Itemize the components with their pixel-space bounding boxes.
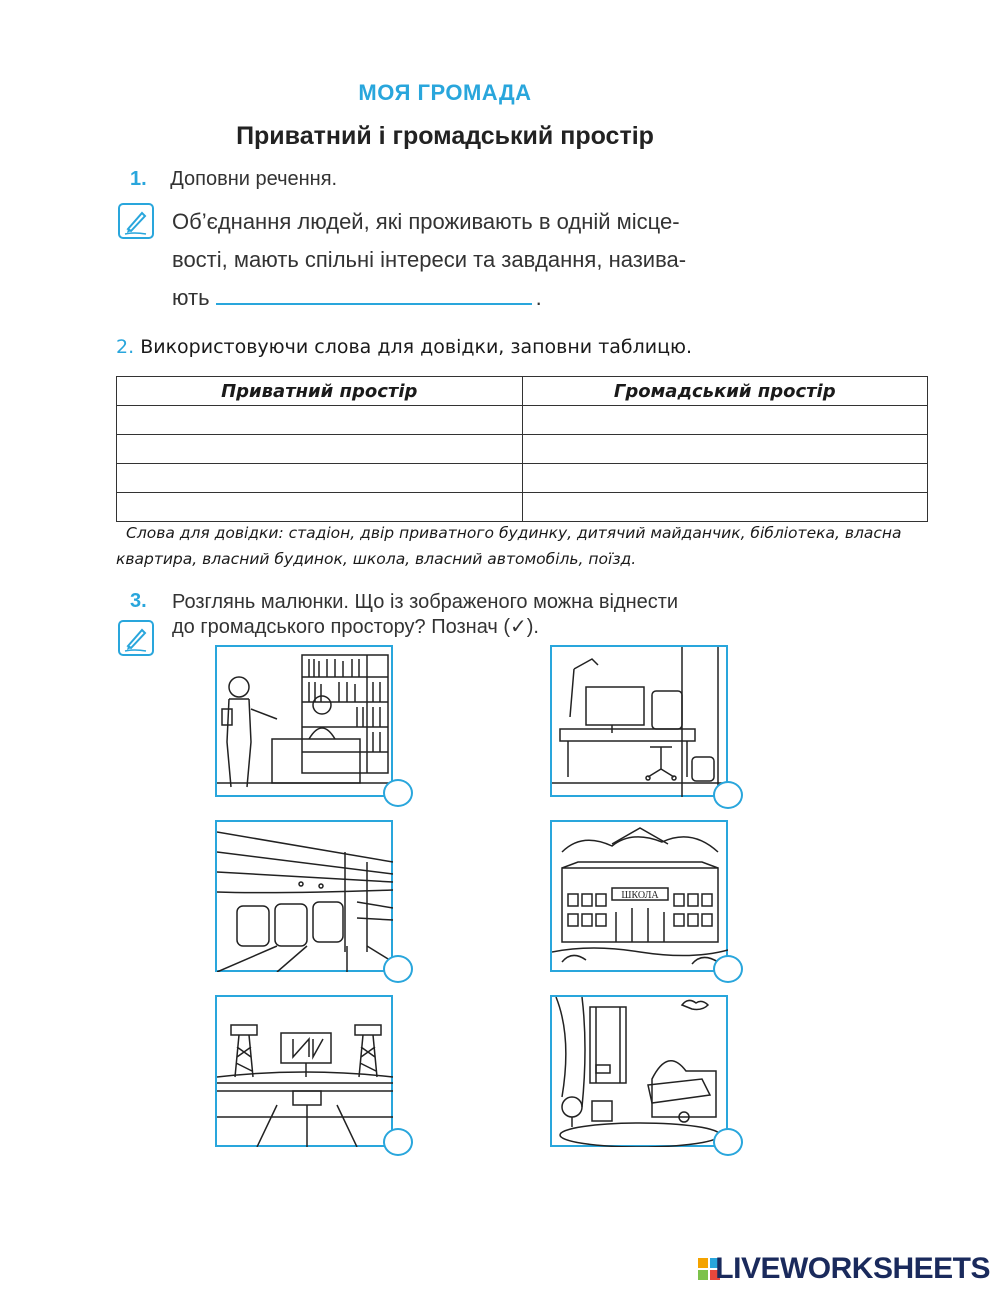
- page-subtitle: Приватний і громадський простір: [236, 122, 654, 150]
- hint-words: Слова для довідки: стадіон, двір приватного будинку, дитячий майданчик, бібліотека, власна квартира, власний будинок, школа, власний автомобіль, поїзд.: [116, 524, 902, 568]
- public-cell-input[interactable]: [522, 406, 928, 435]
- library-illustration: [215, 645, 393, 797]
- answer-blank-input[interactable]: [216, 289, 532, 305]
- table-row: [117, 493, 928, 522]
- task2-instruction-row: [116, 336, 692, 358]
- task1-line3-end: .: [535, 285, 542, 310]
- task2-number: 2.: [116, 336, 135, 358]
- public-cell-input[interactable]: [522, 435, 928, 464]
- public-cell-input[interactable]: [522, 493, 928, 522]
- task3-line1: Розглянь малюнки. Що із зображеного можна віднести: [172, 591, 679, 613]
- pencil-icon: [118, 620, 154, 656]
- private-cell-input[interactable]: [117, 464, 523, 493]
- checkbox-bedroom[interactable]: [713, 1128, 743, 1156]
- task3-instruction: [172, 590, 678, 640]
- task1-number: 1.: [130, 168, 147, 190]
- task1-instruction: Доповни речення.: [170, 168, 338, 190]
- task1-instruction-row: [130, 168, 337, 191]
- task2-instruction: Використовуючи слова для довідки, заповни таблицю.: [140, 336, 693, 358]
- school-sign: ШКОЛА: [621, 890, 659, 901]
- table-row: [117, 406, 928, 435]
- checkbox-home-office[interactable]: [713, 781, 743, 809]
- bedroom-illustration: [550, 995, 728, 1147]
- task3-number: 3.: [130, 590, 147, 612]
- checkbox-school[interactable]: [713, 955, 743, 983]
- private-cell-input[interactable]: [117, 406, 523, 435]
- table-row: [117, 464, 928, 493]
- task3-line2: до громадського простору? Познач (✓).: [172, 616, 539, 638]
- task3-number-wrap: [130, 590, 147, 613]
- liveworksheets-brand[interactable]: LIVEWORKSHEETS: [715, 1252, 990, 1285]
- pencil-icon: [118, 203, 154, 239]
- public-cell-input[interactable]: [522, 464, 928, 493]
- page-title: МОЯ ГРОМАДА: [358, 80, 532, 105]
- checkbox-library[interactable]: [383, 779, 413, 807]
- checkbox-train[interactable]: [383, 955, 413, 983]
- task1-line3-start: ють: [172, 285, 210, 310]
- school-illustration: [550, 820, 728, 972]
- private-cell-input[interactable]: [117, 493, 523, 522]
- train-illustration: [215, 820, 393, 972]
- home-office-illustration: [550, 645, 728, 797]
- task1-line2: вості, мають спільні інтереси та завдання, назива-: [172, 247, 687, 272]
- checkbox-stadium[interactable]: [383, 1128, 413, 1156]
- task1-sentence: [172, 203, 792, 317]
- task1-line3: [172, 279, 792, 317]
- private-cell-input[interactable]: [117, 435, 523, 464]
- classification-table: [116, 376, 928, 522]
- table-row: [117, 435, 928, 464]
- table-header-public: Громадський простір: [522, 377, 928, 406]
- stadium-illustration: [215, 995, 393, 1147]
- task1-line1: Об’єднання людей, які проживають в одній місце-: [172, 209, 680, 234]
- table-header-private: Приватний простір: [117, 377, 523, 406]
